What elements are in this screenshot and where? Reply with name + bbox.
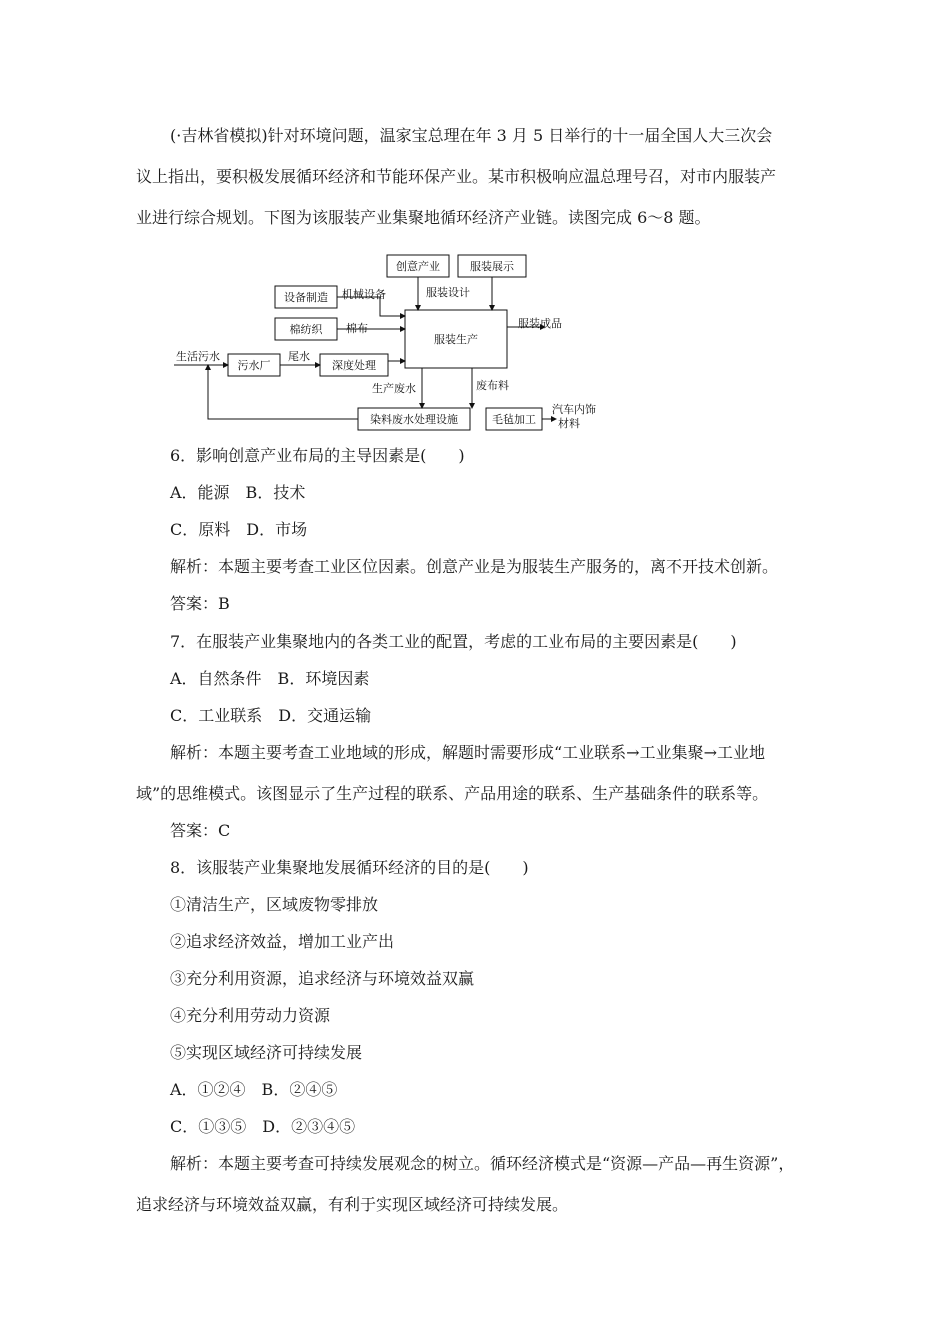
q7-options-cd: C．工业联系 D．交通运输 xyxy=(170,706,372,725)
q7-analysis-2: 域”的思维模式。该图显示了生产过程的联系、产品用途的联系、生产基础条件的联系等。 xyxy=(136,784,769,803)
box-sewage-plant: 污水厂 xyxy=(237,359,271,372)
label-garment-design: 服装设计 xyxy=(426,286,470,299)
q7-options-ab: A．自然条件 B．环境因素 xyxy=(170,669,370,688)
label-car-interior-1: 汽车内饰 xyxy=(552,403,596,416)
intro-line-2: 议上指出，要积极发展循环经济和节能环保产业。某市积极响应温总理号召，对市内服装产 xyxy=(136,167,777,186)
q6-options-cd: C．原料 D．市场 xyxy=(170,520,308,539)
q8-item-2: ②追求经济效益，增加工业产出 xyxy=(170,932,395,951)
box-cotton-textile: 棉纺织 xyxy=(289,323,323,336)
box-garment-production: 服装生产 xyxy=(434,333,478,346)
label-finished-garments: 服装成品 xyxy=(518,317,562,330)
q6-analysis: 解析：本题主要考查工业区位因素。创意产业是为服装生产服务的，离不开技术创新。 xyxy=(170,557,779,576)
label-production-wastewater: 生产废水 xyxy=(372,382,416,395)
box-deep-treatment: 深度处理 xyxy=(332,359,376,372)
intro-line-3: 业进行综合规划。下图为该服装产业集聚地循环经济产业链。读图完成 6～8 题。 xyxy=(136,208,711,227)
q8-item-3: ③充分利用资源，追求经济与环境效益双赢 xyxy=(170,969,475,988)
label-tail-water: 尾水 xyxy=(288,350,310,363)
box-equipment: 设备制造 xyxy=(284,291,328,304)
diagram-svg xyxy=(170,248,600,438)
label-car-interior-2: 材料 xyxy=(558,417,580,430)
q7-stem: 7．在服装产业集聚地内的各类工业的配置，考虑的工业布局的主要因素是( ) xyxy=(170,632,737,651)
label-machinery: 机械设备 xyxy=(342,288,386,301)
q8-analysis-1: 解析：本题主要考查可持续发展观念的树立。循环经济模式是“资源—产品—再生资源”， xyxy=(170,1154,795,1173)
box-dye-wastewater: 染料废水处理设施 xyxy=(370,413,458,426)
q6-stem: 6．影响创意产业布局的主导因素是( ) xyxy=(170,446,465,465)
q8-analysis-2: 追求经济与环境效益双赢，有利于实现区域经济可持续发展。 xyxy=(136,1195,569,1214)
q7-analysis-1: 解析：本题主要考查工业地域的形成，解题时需要形成“工业联系→工业集聚→工业地 xyxy=(170,743,765,762)
q8-item-1: ①清洁生产，区域废物零排放 xyxy=(170,895,379,914)
q8-stem: 8．该服装产业集聚地发展循环经济的目的是( ) xyxy=(170,858,529,877)
label-cotton-cloth: 棉布 xyxy=(346,322,368,335)
box-felt-processing: 毛毡加工 xyxy=(492,413,536,426)
circular-economy-diagram xyxy=(170,248,600,438)
label-waste-cloth: 废布料 xyxy=(476,379,509,392)
q6-answer: 答案：B xyxy=(170,594,230,613)
q6-options-ab: A．能源 B．技术 xyxy=(170,483,306,502)
q8-options-ab: A．①②④ B．②④⑤ xyxy=(170,1080,338,1099)
q8-options-cd: C．①③⑤ D．②③④⑤ xyxy=(170,1117,356,1136)
q8-item-4: ④充分利用劳动力资源 xyxy=(170,1006,331,1025)
label-domestic-sewage: 生活污水 xyxy=(176,350,220,363)
q7-answer: 答案：C xyxy=(170,821,231,840)
box-display: 服装展示 xyxy=(470,260,514,273)
q8-item-5: ⑤实现区域经济可持续发展 xyxy=(170,1043,363,1062)
intro-line-1: (·吉林省模拟)针对环境问题，温家宝总理在年 3 月 5 日举行的十一届全国人大三次会 xyxy=(170,126,773,145)
arrow-dye-return xyxy=(208,365,358,419)
box-creative: 创意产业 xyxy=(396,260,440,273)
